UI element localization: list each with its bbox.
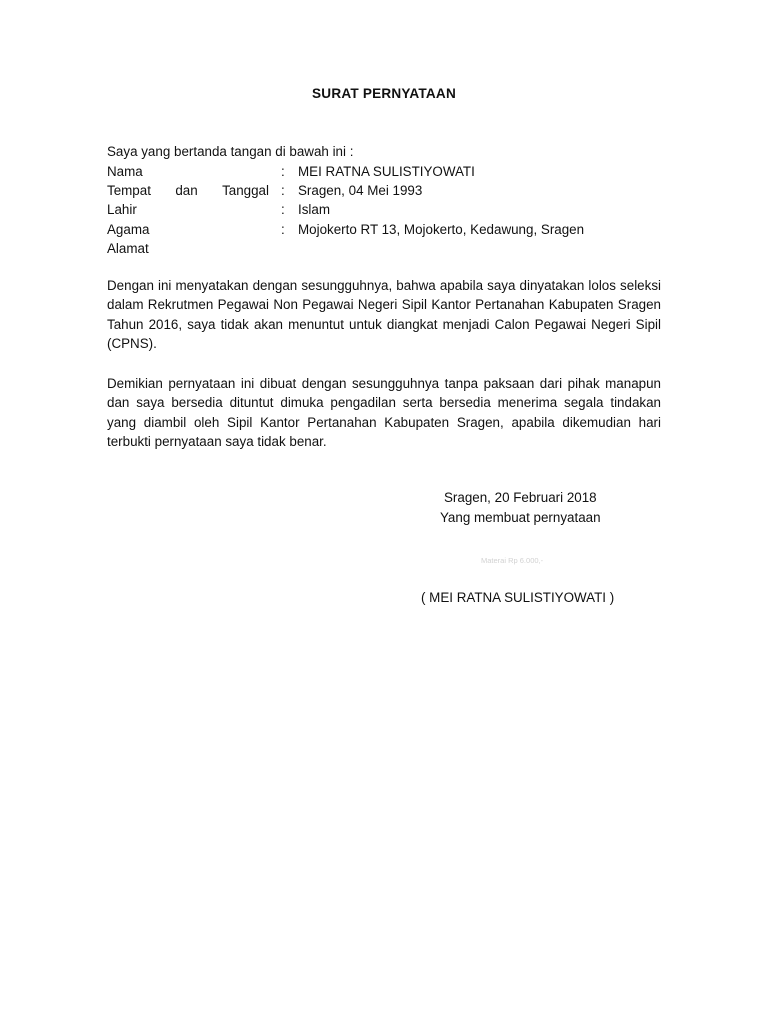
colon-alamat: : [281,222,285,237]
materai-stamp-label: Materai Rp 6.000,- [481,556,544,565]
intro-text: Saya yang bertanda tangan di bawah ini : [107,144,354,159]
label-lahir: Lahir [107,202,137,217]
signature-maker-label: Yang membuat pernyataan [440,510,601,525]
label-tempat-word: Tempat [107,183,151,198]
label-alamat: Alamat [107,241,149,256]
label-dan-word: dan [175,183,198,198]
value-alamat: Mojokerto RT 13, Mojokerto, Kedawung, Sragen [298,222,585,237]
value-nama: MEI RATNA SULISTIYOWATI [298,164,475,179]
value-agama: Islam [298,202,330,217]
colon-agama: : [281,202,285,217]
value-ttl: Sragen, 04 Mei 1993 [298,183,423,198]
label-tempat-tanggal [107,183,269,198]
paragraph-statement: Dengan ini menyatakan dengan sesungguhnya, bahwa apabila saya dinyatakan lolos seleksi dalam Rekrutmen Pegawai Non Pegawai Negeri Sipil Kantor Pertanahan Kabupaten Sragen Tahun 2016, saya tidak akan menuntut untuk diangkat menjadi Calon Pegawai Negeri Sipil (CPNS). [107,278,661,351]
label-agama: Agama [107,222,150,237]
colon-ttl: : [281,183,285,198]
label-nama: Nama [107,164,143,179]
colon-nama: : [281,164,285,179]
paragraph-closing: Demikian pernyataan ini dibuat dengan sesungguhnya tanpa paksaan dari pihak manapun dan saya bersedia dituntut dimuka pengadilan serta bersedia menerima segala tindakan yang diambil oleh Sipil Kantor Pertanahan Kabupaten Sragen, apabila dikemudian hari terbukti pernyataan saya tidak benar. [107,376,661,449]
signature-name: ( MEI RATNA SULISTIYOWATI ) [421,590,615,605]
label-tanggal-word: Tanggal [222,183,269,198]
document-title: SURAT PERNYATAAN [312,86,456,101]
signature-place-date: Sragen, 20 Februari 2018 [444,490,597,505]
